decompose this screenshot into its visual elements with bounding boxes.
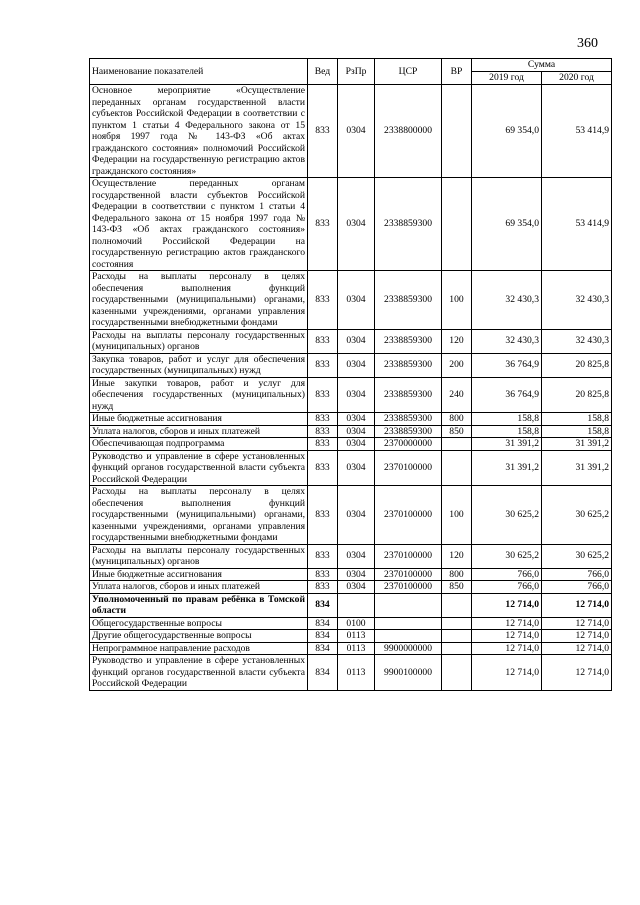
cell-rzpr: 0113 [338,655,375,691]
table-row [90,353,612,377]
cell-ved: 834 [308,630,338,643]
cell-rzpr: 0304 [338,353,375,377]
cell-value-2020: 31 391,2 [542,450,612,486]
cell-vr [442,630,472,643]
cell-rzpr: 0100 [338,617,375,630]
table-row [90,544,612,568]
header-rzpr: РзПр [338,59,375,85]
cell-value-2019: 12 714,0 [472,655,542,691]
cell-csr: 2370100000 [375,544,442,568]
cell-value-2019: 12 714,0 [472,630,542,643]
cell-csr: 2370100000 [375,581,442,594]
table-row [90,271,612,330]
cell-name: Другие общегосударственные вопросы [90,630,308,643]
cell-rzpr: 0304 [338,329,375,353]
table-row [90,581,612,594]
cell-name: Руководство и управление в сфере установленных функций органов государственной власти субъекта Российской Федерации [90,450,308,486]
table-row [90,329,612,353]
cell-value-2020: 766,0 [542,568,612,581]
cell-name: Расходы на выплаты персоналу в целях обеспечения выполнения функций государственными (муниципальными) органами, казенными учреждениями, органами управления государственными внебюджетными фондами [90,486,308,545]
cell-name: Непрограммное направление расходов [90,642,308,655]
cell-rzpr: 0304 [338,377,375,413]
cell-ved: 833 [308,568,338,581]
cell-vr: 850 [442,581,472,594]
cell-vr: 120 [442,329,472,353]
cell-ved: 833 [308,271,338,330]
cell-vr [442,655,472,691]
header-sum: Сумма [472,59,612,72]
header-name: Наименование показателей [90,59,308,85]
cell-value-2020: 31 391,2 [542,438,612,451]
table-row [90,630,612,643]
header-2019: 2019 год [472,72,542,85]
cell-name: Расходы на выплаты персоналу государственных (муниципальных) органов [90,329,308,353]
cell-ved: 833 [308,544,338,568]
cell-value-2020: 30 625,2 [542,544,612,568]
cell-value-2020: 30 625,2 [542,486,612,545]
cell-name: Общегосударственные вопросы [90,617,308,630]
budget-table [89,58,612,691]
cell-ved: 834 [308,642,338,655]
cell-ved: 833 [308,329,338,353]
cell-value-2020: 53 414,9 [542,85,612,178]
header-ved: Вед [308,59,338,85]
cell-rzpr: 0304 [338,486,375,545]
cell-value-2020: 20 825,8 [542,353,612,377]
cell-ved: 833 [308,413,338,426]
cell-value-2020: 20 825,8 [542,377,612,413]
cell-name: Иные бюджетные ассигнования [90,568,308,581]
cell-csr: 2370000000 [375,438,442,451]
cell-value-2019: 31 391,2 [472,450,542,486]
cell-value-2020: 158,8 [542,425,612,438]
table-row [90,655,612,691]
header-csr: ЦСР [375,59,442,85]
cell-csr: 9900000000 [375,642,442,655]
cell-ved: 833 [308,85,338,178]
cell-value-2019: 158,8 [472,413,542,426]
cell-vr [442,617,472,630]
table-row [90,178,612,271]
cell-name: Основное мероприятие «Осуществление переданных органам государственной власти субъектов Российской Федерации в соответствии с пунктом 1 статьи 4 Федерального закона от 15 ноября 1997 года № 143-ФЗ «Об актах гражданского состояния» полномочий Российской Федерации на государственную регистрацию актов гражданского состояния» [90,85,308,178]
cell-value-2020: 32 430,3 [542,329,612,353]
table-row [90,413,612,426]
cell-vr [442,438,472,451]
cell-value-2020: 53 414,9 [542,178,612,271]
cell-value-2019: 69 354,0 [472,85,542,178]
cell-value-2019: 32 430,3 [472,329,542,353]
cell-vr: 800 [442,413,472,426]
cell-csr: 2338859300 [375,377,442,413]
table-body [90,85,612,691]
cell-csr [375,617,442,630]
cell-rzpr: 0304 [338,544,375,568]
cell-value-2019: 158,8 [472,425,542,438]
cell-ved: 833 [308,353,338,377]
cell-value-2019: 31 391,2 [472,438,542,451]
cell-ved: 833 [308,486,338,545]
cell-vr [442,85,472,178]
table-row [90,438,612,451]
table-row [90,85,612,178]
cell-value-2019: 36 764,9 [472,353,542,377]
cell-rzpr: 0304 [338,413,375,426]
cell-rzpr: 0304 [338,178,375,271]
cell-name: Обеспечивающая подпрограмма [90,438,308,451]
cell-name: Уплата налогов, сборов и иных платежей [90,581,308,594]
cell-csr: 9900100000 [375,655,442,691]
cell-vr [442,178,472,271]
cell-value-2019: 766,0 [472,568,542,581]
cell-value-2020: 32 430,3 [542,271,612,330]
cell-value-2019: 69 354,0 [472,178,542,271]
table-row [90,642,612,655]
cell-value-2019: 766,0 [472,581,542,594]
cell-name: Расходы на выплаты персоналу в целях обеспечения выполнения функций государственными (муниципальными) органами, казенными учреждениями, органами управления государственными внебюджетными фондами [90,271,308,330]
cell-value-2020: 158,8 [542,413,612,426]
cell-name: Осуществление переданных органам государственной власти субъектов Российской Федерации в соответствии с пунктом 1 статьи 4 Федерального закона от 15 ноября 1997 года № 143-ФЗ «Об актах гражданского состояния» полномочий Российской Федерации на государственную регистрацию актов гражданского состояния [90,178,308,271]
cell-vr: 120 [442,544,472,568]
cell-value-2020: 12 714,0 [542,617,612,630]
cell-vr [442,642,472,655]
cell-vr [442,450,472,486]
cell-value-2020: 12 714,0 [542,642,612,655]
cell-vr: 100 [442,486,472,545]
cell-csr [375,630,442,643]
cell-value-2019: 32 430,3 [472,271,542,330]
cell-rzpr: 0304 [338,438,375,451]
cell-ved: 833 [308,450,338,486]
cell-csr: 2338859300 [375,178,442,271]
cell-value-2019: 12 714,0 [472,617,542,630]
cell-value-2019: 36 764,9 [472,377,542,413]
cell-ved: 833 [308,438,338,451]
cell-vr: 850 [442,425,472,438]
cell-csr: 2370100000 [375,568,442,581]
cell-rzpr: 0304 [338,85,375,178]
cell-ved: 833 [308,581,338,594]
cell-vr: 200 [442,353,472,377]
cell-value-2020: 766,0 [542,581,612,594]
cell-csr: 2338859300 [375,329,442,353]
table-row [90,617,612,630]
cell-name: Иные закупки товаров, работ и услуг для обеспечения государственных (муниципальных) нужд [90,377,308,413]
cell-value-2020: 12 714,0 [542,593,612,617]
table-row [90,568,612,581]
cell-name: Уплата налогов, сборов и иных платежей [90,425,308,438]
table-row [90,377,612,413]
page-number: 360 [577,36,598,51]
cell-csr: 2338800000 [375,85,442,178]
header-vr: ВР [442,59,472,85]
cell-value-2019: 12 714,0 [472,593,542,617]
cell-vr: 800 [442,568,472,581]
cell-ved: 833 [308,178,338,271]
cell-value-2019: 12 714,0 [472,642,542,655]
cell-name: Иные бюджетные ассигнования [90,413,308,426]
cell-name: Уполномоченный по правам ребёнка в Томской области [90,593,308,617]
cell-csr: 2338859300 [375,425,442,438]
cell-vr [442,593,472,617]
cell-rzpr: 0304 [338,450,375,486]
header-2020: 2020 год [542,72,612,85]
cell-ved: 834 [308,593,338,617]
cell-rzpr: 0304 [338,271,375,330]
table-row [90,425,612,438]
cell-name: Руководство и управление в сфере установленных функций органов государственной власти субъекта Российской Федерации [90,655,308,691]
cell-csr: 2370100000 [375,486,442,545]
cell-rzpr [338,593,375,617]
cell-value-2019: 30 625,2 [472,486,542,545]
cell-ved: 834 [308,617,338,630]
cell-ved: 833 [308,425,338,438]
cell-csr: 2338859300 [375,413,442,426]
cell-rzpr: 0304 [338,581,375,594]
table-row [90,486,612,545]
table-row [90,593,612,617]
cell-csr [375,593,442,617]
cell-vr: 240 [442,377,472,413]
cell-rzpr: 0113 [338,642,375,655]
table-row [90,450,612,486]
cell-rzpr: 0113 [338,630,375,643]
cell-name: Расходы на выплаты персоналу государственных (муниципальных) органов [90,544,308,568]
cell-csr: 2338859300 [375,271,442,330]
cell-value-2019: 30 625,2 [472,544,542,568]
cell-value-2020: 12 714,0 [542,630,612,643]
cell-name: Закупка товаров, работ и услуг для обеспечения государственных (муниципальных) нужд [90,353,308,377]
cell-ved: 833 [308,377,338,413]
cell-rzpr: 0304 [338,568,375,581]
cell-csr: 2370100000 [375,450,442,486]
cell-vr: 100 [442,271,472,330]
cell-csr: 2338859300 [375,353,442,377]
cell-value-2020: 12 714,0 [542,655,612,691]
cell-rzpr: 0304 [338,425,375,438]
cell-ved: 834 [308,655,338,691]
